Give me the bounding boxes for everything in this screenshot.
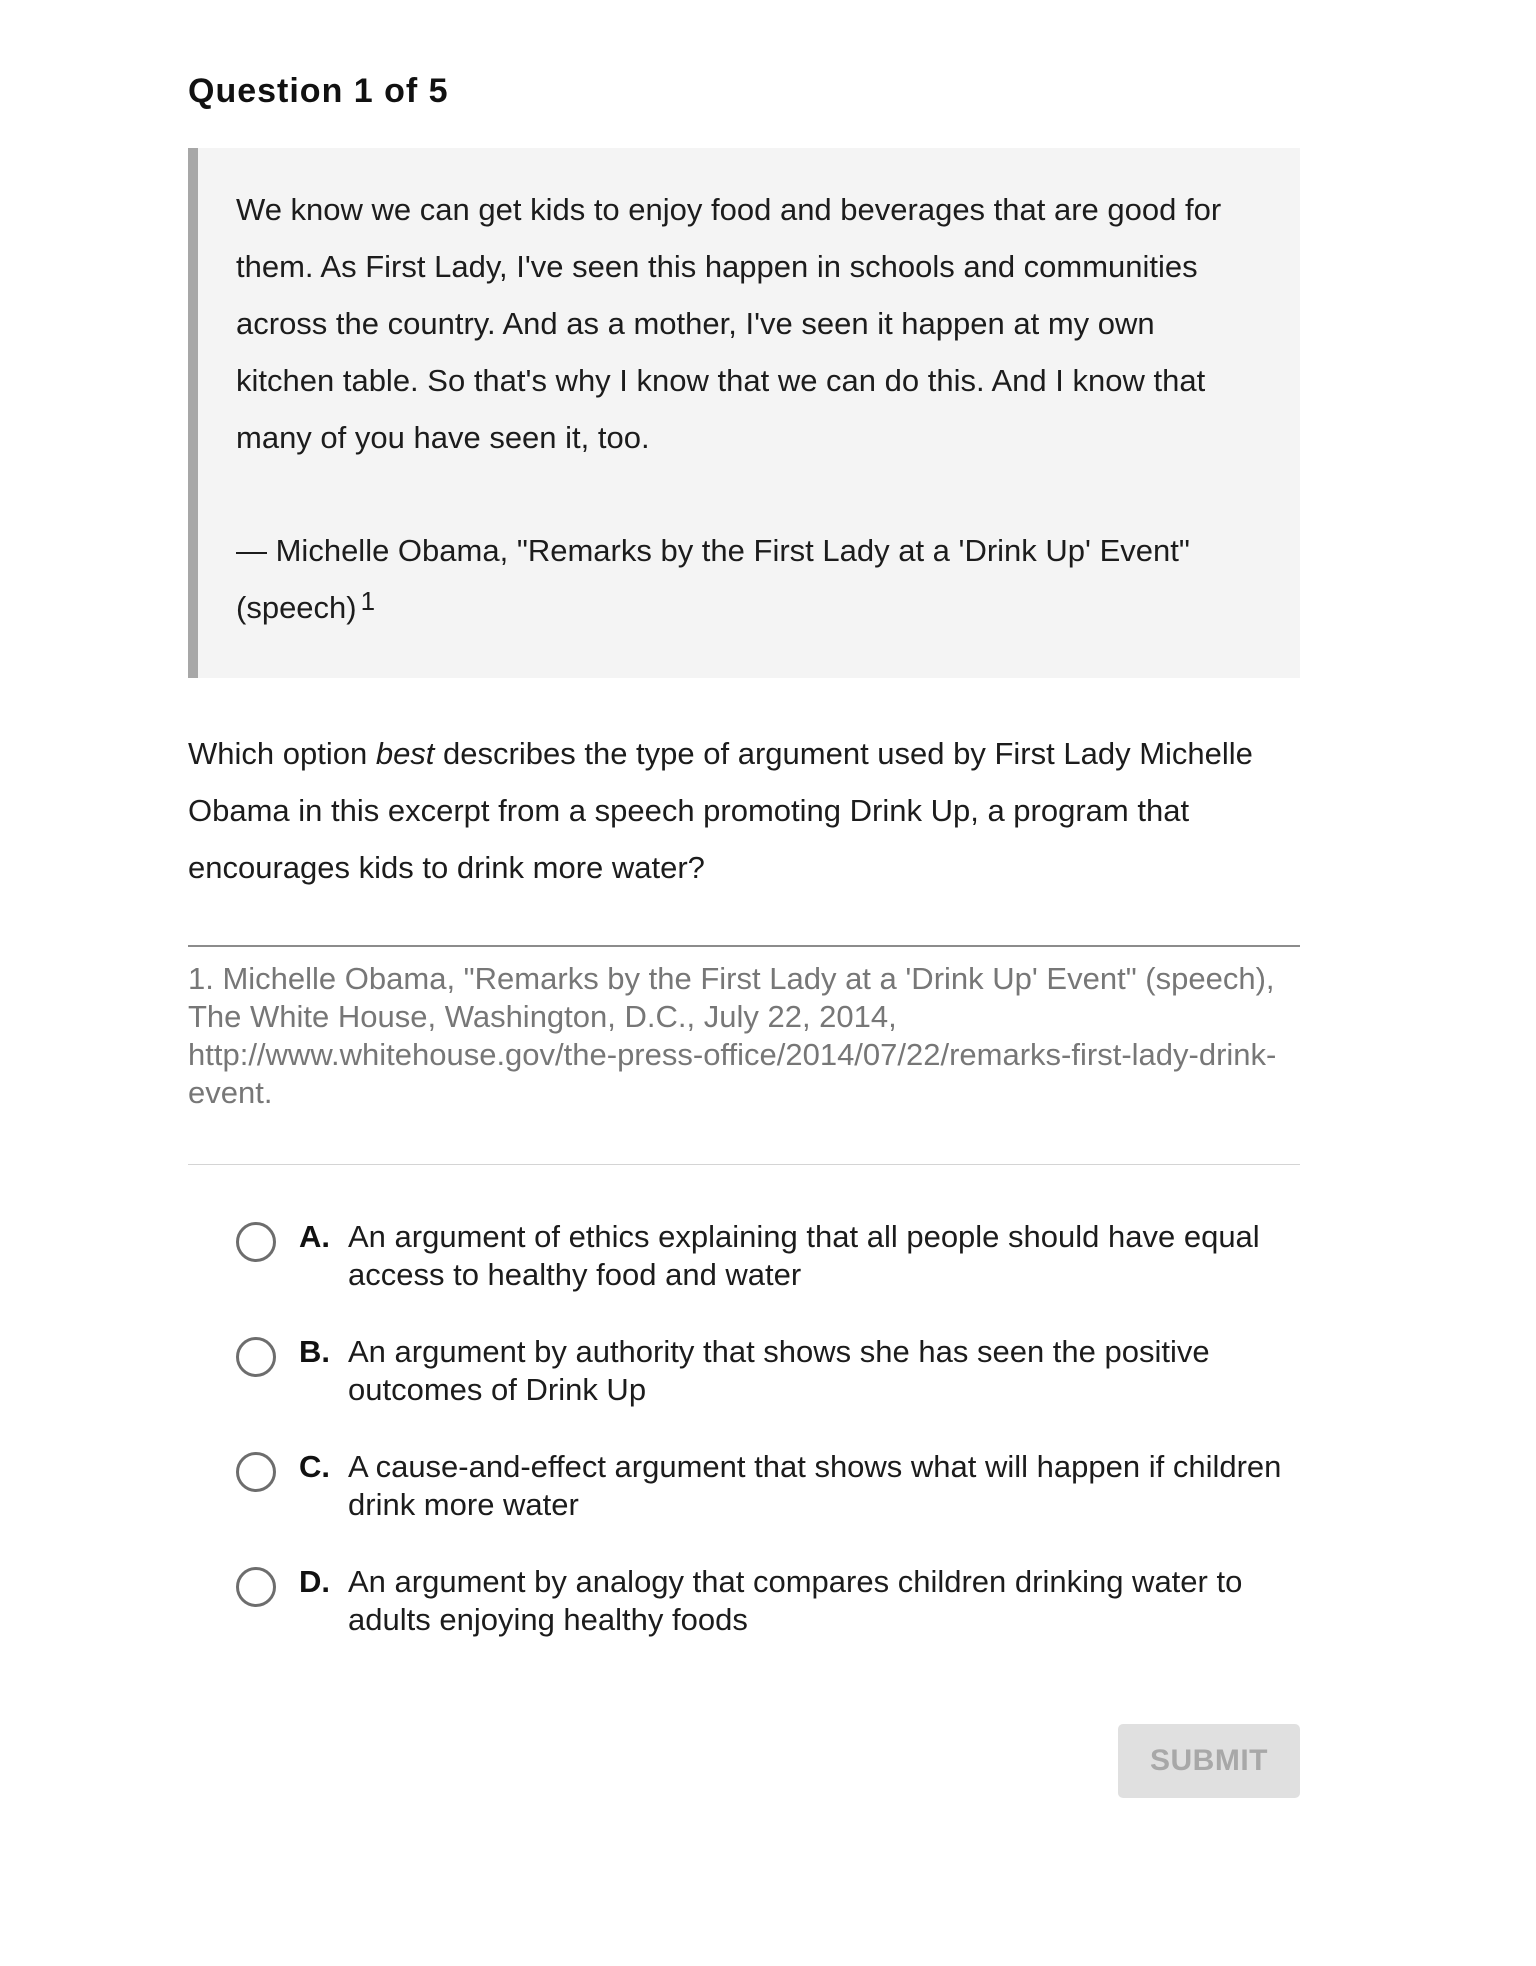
option-letter: A.: [299, 1219, 330, 1254]
question-counter: Question 1 of 5: [188, 72, 449, 110]
radio-circle-icon[interactable]: [236, 1337, 276, 1377]
answer-options: [236, 1218, 1300, 1678]
question-prompt: [188, 725, 1300, 896]
option-d[interactable]: [236, 1563, 1300, 1678]
option-c[interactable]: [236, 1448, 1300, 1563]
option-letter: D.: [299, 1564, 330, 1599]
footnote-divider: [188, 945, 1300, 947]
attribution-text: — Michelle Obama, "Remarks by the First Lady at a 'Drink Up' Event" (speech): [236, 533, 1190, 625]
excerpt-quote: We know we can get kids to enjoy food and beverages that are good for them. As First Lady, I've seen this happen in schools and communities across the country. And as a mother, I've seen it happen at my own kitchen table. So that's why I know that we can do this. And I know that many of you have seen it, too.: [236, 192, 1222, 455]
radio-circle-icon[interactable]: [236, 1222, 276, 1262]
excerpt-blockquote: [188, 148, 1300, 678]
option-text[interactable]: A cause-and-effect argument that shows what will happen if children drink more water: [348, 1449, 1282, 1522]
prompt-text-after: describes the type of argument used by First Lady Michelle Obama in this excerpt from a speech promoting Drink Up, a program that encourages kids to drink more water?: [188, 736, 1253, 885]
excerpt-attribution: [236, 522, 1250, 636]
prompt-emphasis: best: [375, 736, 435, 771]
footnote-marker[interactable]: 1: [360, 586, 376, 616]
option-b[interactable]: [236, 1333, 1300, 1448]
options-divider: [188, 1164, 1300, 1165]
option-a[interactable]: [236, 1218, 1300, 1333]
radio-circle-icon[interactable]: [236, 1567, 276, 1607]
option-text[interactable]: An argument by authority that shows she has seen the positive outcomes of Drink Up: [348, 1334, 1210, 1407]
option-letter: C.: [299, 1449, 330, 1484]
footnote-text: 1. Michelle Obama, "Remarks by the First Lady at a 'Drink Up' Event" (speech), The White House, Washington, D.C., July 22, 2014, http://www.whitehouse.gov/the-press-office/2014/07/22/remarks-first-lady-drink-event.: [188, 961, 1277, 1110]
option-text[interactable]: An argument of ethics explaining that all people should have equal access to healthy food and water: [348, 1219, 1260, 1292]
radio-circle-icon[interactable]: [236, 1452, 276, 1492]
option-letter: B.: [299, 1334, 330, 1369]
prompt-text-before: Which option: [188, 736, 376, 771]
submit-button[interactable]: SUBMIT: [1118, 1724, 1300, 1798]
option-text[interactable]: An argument by analogy that compares children drinking water to adults enjoying healthy foods: [348, 1564, 1243, 1637]
